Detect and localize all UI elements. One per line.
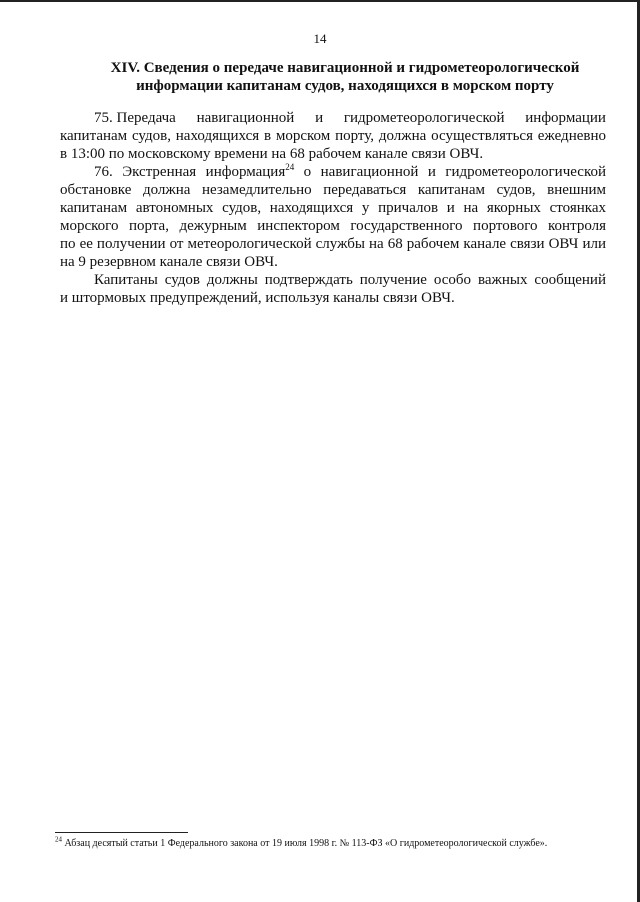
paragraph-75-word: 75. Передача (94, 110, 176, 126)
paragraph-76-line-1 (60, 163, 606, 181)
page-number: 14 (313, 31, 327, 46)
footnote-mark: 24 (55, 835, 62, 844)
footnote-reference: 24 (285, 162, 295, 172)
paragraph-75-line-3: в 13:00 по московскому времени на 68 рабочем канале связи ОВЧ. (60, 146, 484, 162)
section-title-line-2: информации капитанам судов, находящихся в морском порту (136, 78, 554, 94)
paragraph-75-word: гидрометеорологической (343, 110, 505, 126)
footnote-text: Абзац десятый статьи 1 Федерального закона от 19 июля 1998 г. № 113-ФЗ «О гидрометеорологической службе». (62, 838, 548, 849)
section-title (80, 59, 610, 95)
paragraph-75-word: информации (525, 110, 606, 126)
footnote-separator (55, 832, 188, 833)
paragraph-75-line-2: капитанам судов, находящихся в морском порту, должна осуществляться ежедневно (60, 128, 606, 144)
footnote (55, 835, 615, 850)
paragraph-76-line-2: обстановке должна незамедлительно передаваться капитанам судов, внешним (60, 182, 606, 198)
paragraph-76-line-3: капитанам автономных судов, находящихся у причалов и на якорных стоянках (60, 200, 606, 216)
paragraph-76-line-5: по ее получении от метеорологической службы на 68 рабочем канале связи ОВЧ или (60, 236, 606, 252)
paragraph-77-line-1: Капитаны судов должны подтверждать получение особо важных сообщений (94, 272, 606, 288)
paragraph-76-line-6: на 9 резервном канале связи ОВЧ. (60, 254, 278, 270)
scan-edge-top (0, 0, 640, 2)
section-title-line-1: XIV. Сведения о передаче навигационной и гидрометеорологической (110, 60, 580, 76)
paragraph-75-word: и (315, 110, 324, 126)
paragraph-75-line-1 (60, 109, 606, 127)
paragraph-76-continued: о навигационной и гидрометеорологической (294, 164, 606, 180)
paragraph-77-line-2: и штормовых предупреждений, используя каналы связи ОВЧ. (60, 290, 455, 306)
paragraph-76-line-4: морского порта, дежурным инспектором государственного портового контроля (60, 218, 606, 234)
paragraph-76-start: 76. Экстренная информация (94, 164, 286, 180)
paragraph-75-word: навигационной (196, 110, 295, 126)
document-body (60, 109, 606, 307)
